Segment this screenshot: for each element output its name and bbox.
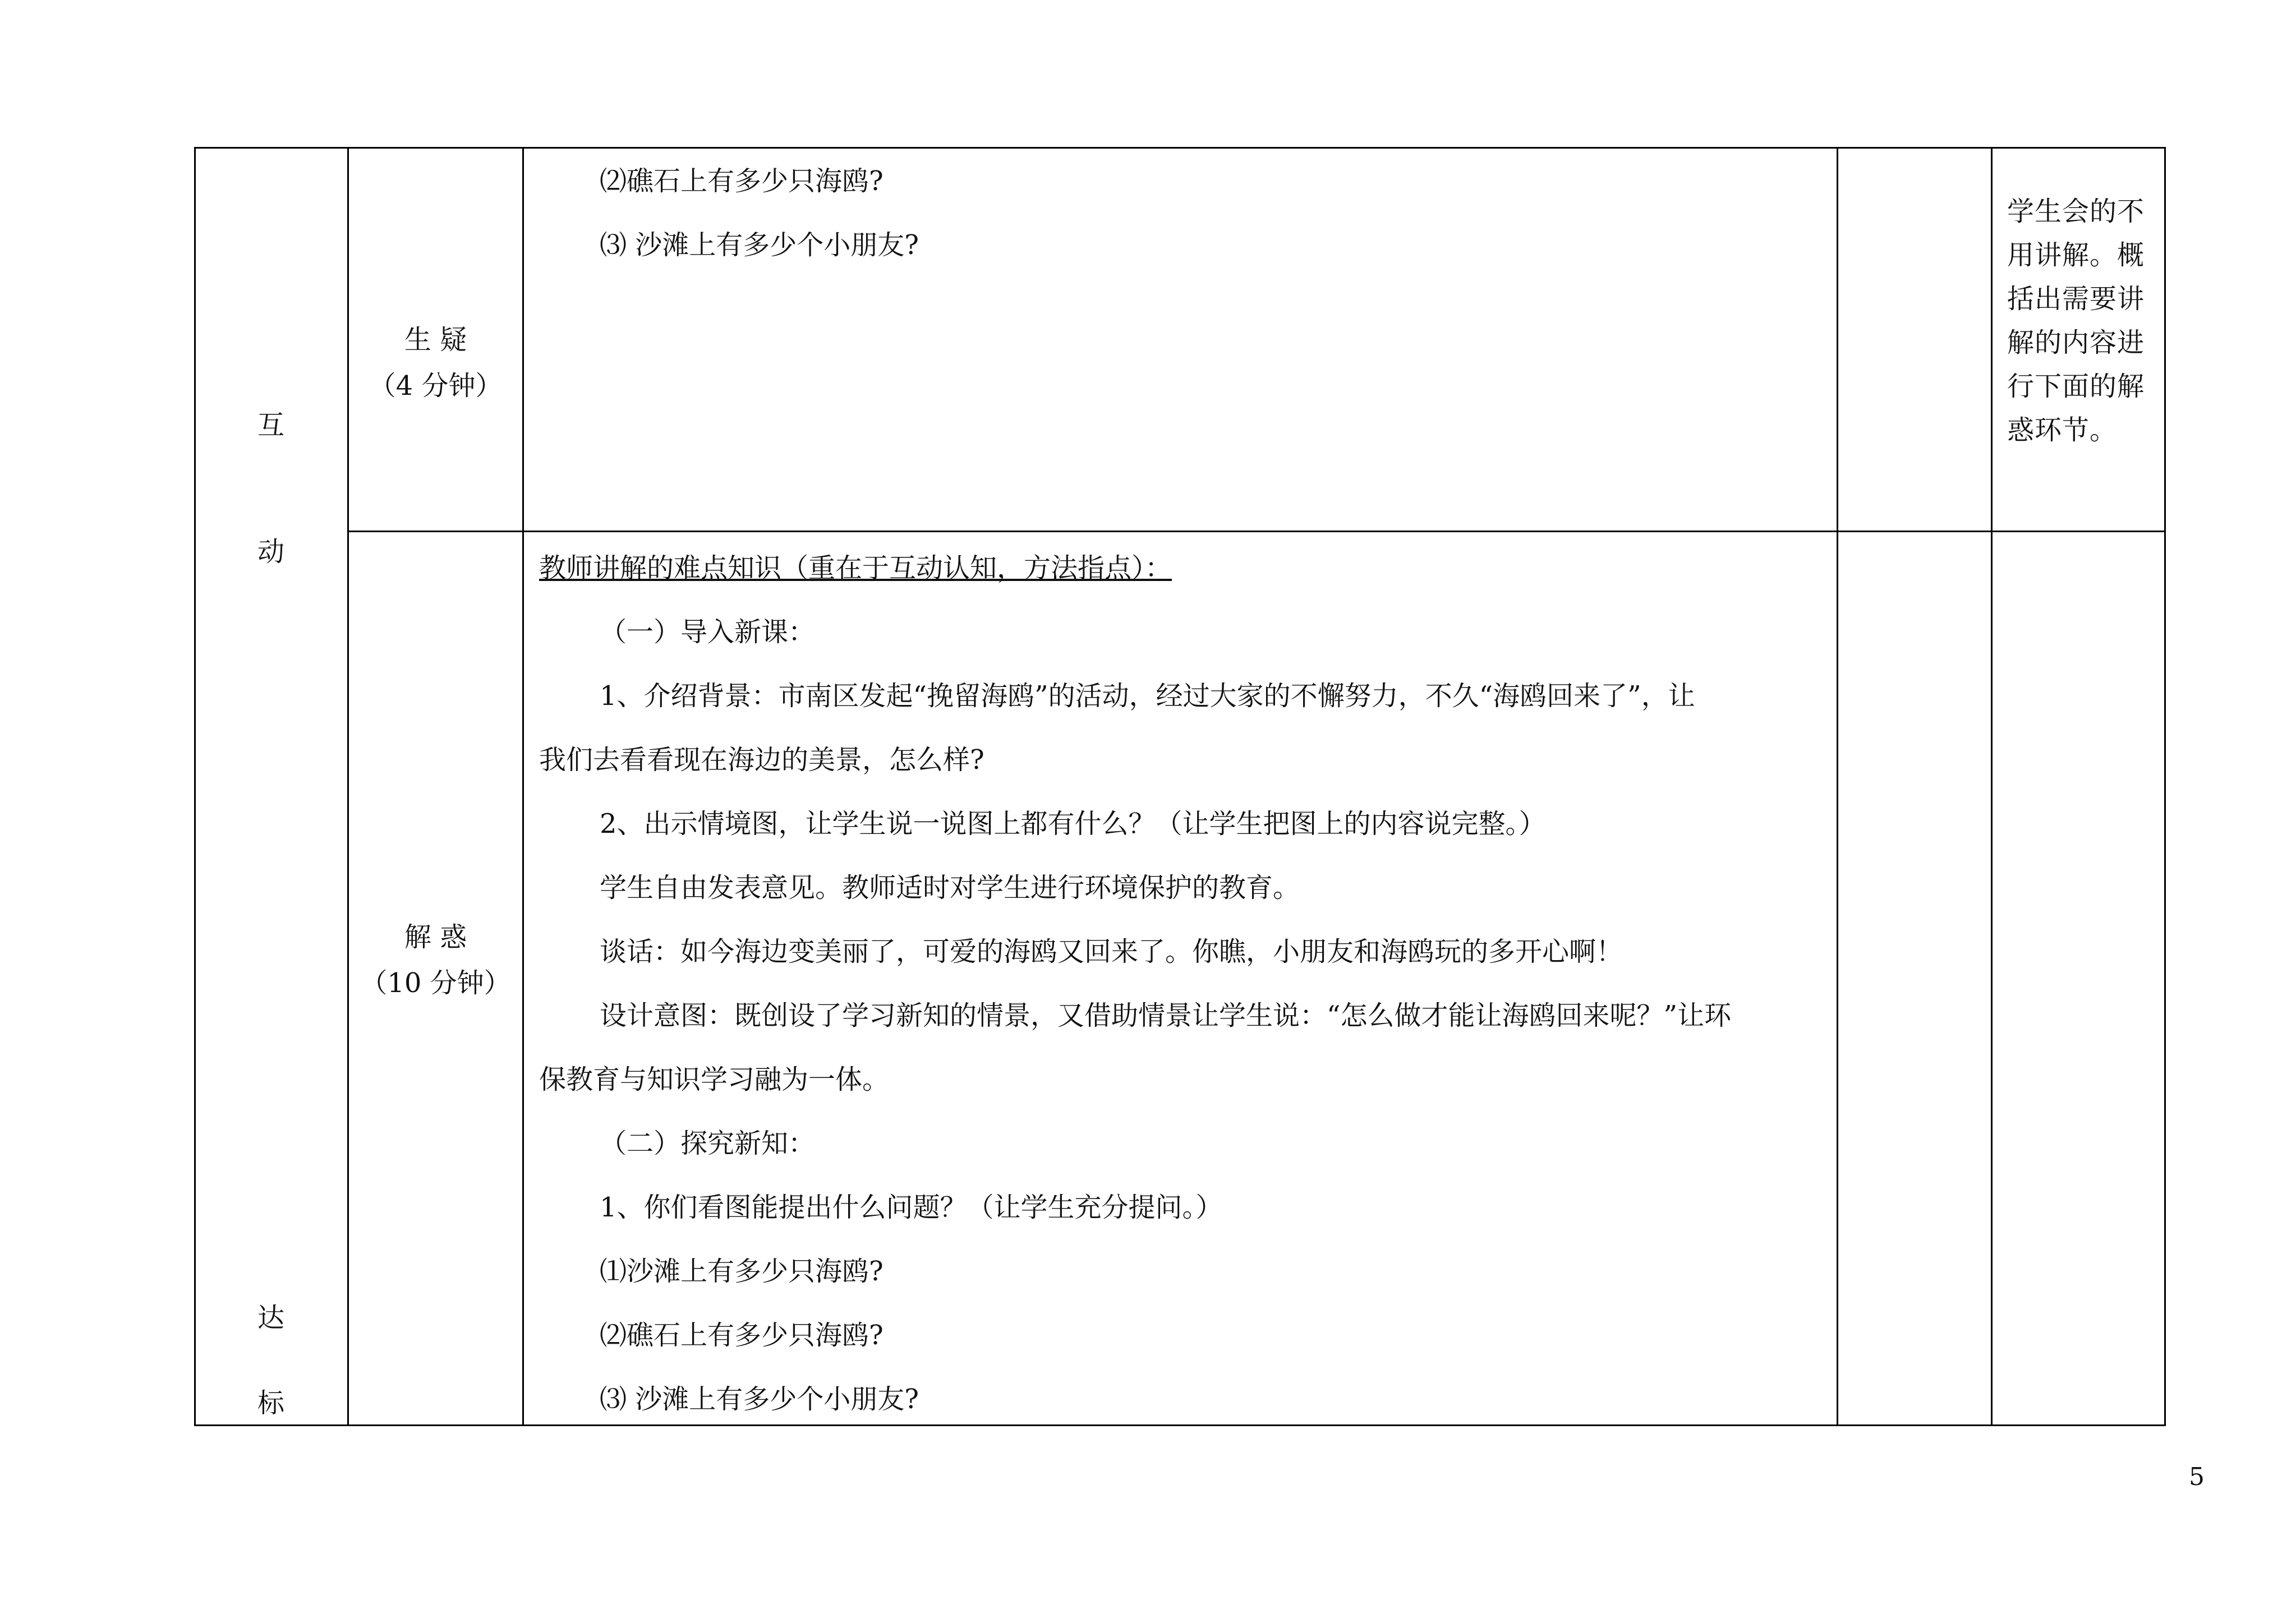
phase-char-dong: 动 — [257, 536, 285, 568]
note-line: 解的内容进 — [2007, 327, 2145, 358]
stage-resolve-name: 解 惑 — [404, 921, 467, 953]
page-number: 5 — [2189, 1463, 2205, 1491]
top-content-cell — [539, 149, 1829, 277]
content-line: （一）导入新课： — [600, 616, 816, 648]
content-line: ⑵礁石上有多少只海鸥? — [600, 165, 884, 197]
content-line: 保教育与知识学习融为一体。 — [539, 1064, 890, 1095]
stage-doubt-time: （4 分钟） — [369, 370, 503, 402]
content-line: ⑶ 沙滩上有多少个小朋友? — [600, 1384, 919, 1415]
top-note-cell — [2007, 190, 2159, 452]
stage-doubt-cell — [349, 317, 522, 409]
main-content-cell — [539, 536, 1829, 1431]
column-divider-3 — [1837, 147, 1838, 1426]
content-line: ⑶ 沙滩上有多少个小朋友? — [600, 229, 919, 261]
content-line: 1、介绍背景：市南区发起“挽留海鸥”的活动，经过大家的不懈努力，不久“海鸥回来了”，让 — [600, 680, 1695, 712]
table-top-border — [194, 147, 2166, 149]
note-line: 括出需要讲 — [2007, 283, 2145, 315]
content-line: 设计意图：既创设了学习新知的情景，又借助情景让学生说：“怎么做才能让海鸥回来呢？”让环 — [600, 1000, 1732, 1031]
content-line: 1、你们看图能提出什么问题？（让学生充分提问。） — [600, 1192, 1223, 1223]
note-line: 学生会的不 — [2007, 196, 2145, 227]
content-line: 2、出示情境图，让学生说一说图上都有什么？（让学生把图上的内容说完整。） — [600, 808, 1546, 840]
note-line: 用讲解。概 — [2007, 239, 2145, 271]
phase-char-biao: 标 — [257, 1387, 285, 1419]
content-line: 学生自由发表意见。教师适时对学生进行环境保护的教育。 — [600, 872, 1300, 903]
phase-char-da: 达 — [257, 1302, 285, 1334]
row-divider — [348, 531, 2166, 532]
stage-doubt-name: 生 疑 — [404, 324, 467, 356]
table-right-border — [2164, 147, 2166, 1426]
content-line: 谈话：如今海边变美丽了，可爱的海鸥又回来了。你瞧，小朋友和海鸥玩的多开心啊！ — [600, 936, 1623, 967]
column-divider-4 — [1991, 147, 1993, 1426]
content-line: （二）探究新知： — [600, 1128, 816, 1159]
content-heading: 教师讲解的难点知识（重在于互动认知，方法指点）： — [539, 552, 1172, 584]
note-line: 行下面的解 — [2007, 371, 2145, 402]
table-left-border — [194, 147, 196, 1426]
note-line: 惑环节。 — [2007, 414, 2118, 446]
content-line: ⑵礁石上有多少只海鸥? — [600, 1320, 884, 1351]
content-line: 我们去看看现在海边的美景，怎么样? — [539, 744, 984, 776]
stage-resolve-time: （10 分钟） — [360, 967, 511, 999]
column-divider-2 — [522, 147, 524, 1426]
content-line: ⑴沙滩上有多少只海鸥? — [600, 1256, 884, 1287]
phase-char-hu: 互 — [257, 409, 285, 441]
stage-resolve-cell — [349, 914, 522, 1006]
